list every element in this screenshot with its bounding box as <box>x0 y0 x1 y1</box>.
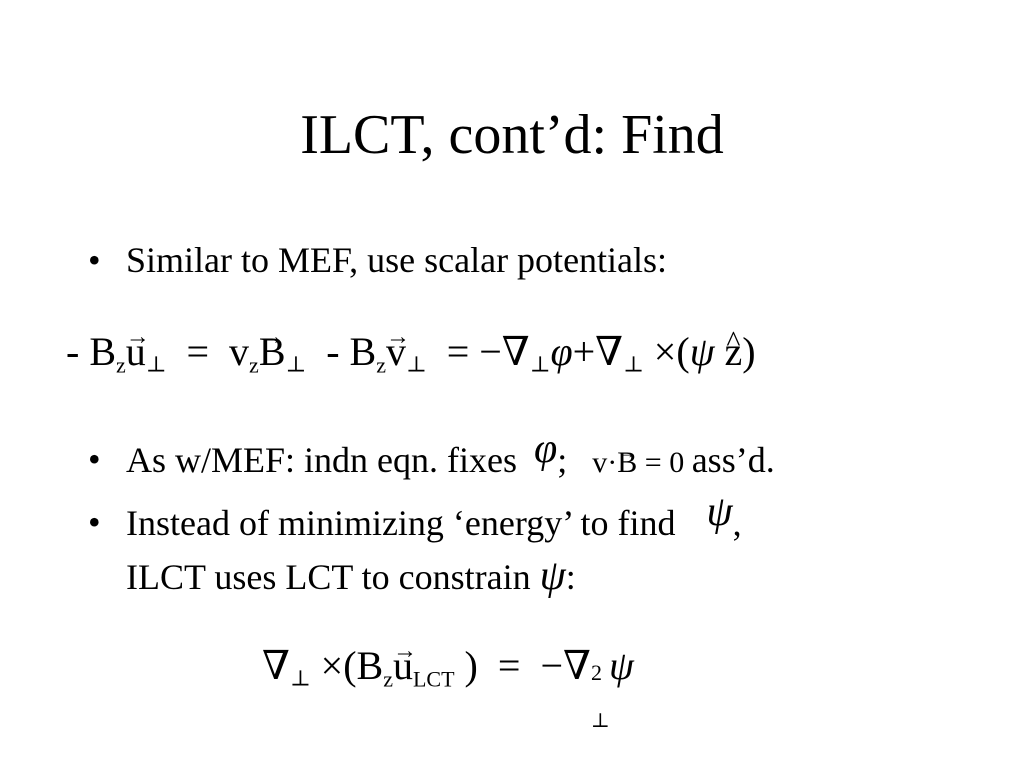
subscript-z: z <box>249 352 259 378</box>
left-paren: ( <box>343 643 357 688</box>
dot-operator: · <box>607 446 618 479</box>
perp-subscript: ⊥ <box>590 710 610 732</box>
symbol-psi: ψ <box>608 643 634 688</box>
subscript-z: z <box>376 352 386 378</box>
symbol-v: v <box>229 329 250 374</box>
semicolon: ; <box>557 440 568 480</box>
perp-subscript: ⊥ <box>289 665 311 691</box>
perp-subscript: ⊥ <box>285 351 307 377</box>
right-paren: ) <box>742 329 756 374</box>
perp-subscript: ⊥ <box>145 351 167 377</box>
bullet-text: Similar to MEF, use scalar potentials: <box>126 240 668 280</box>
bullet-text: As w/MEF: indn eqn. fixes <box>126 440 517 480</box>
symbol-v: v <box>592 446 608 479</box>
symbol-phi: φ <box>550 329 573 374</box>
bullet-text-line <box>126 489 742 544</box>
symbol-b: B <box>356 643 384 688</box>
comma: , <box>732 503 742 543</box>
equals-sign: = <box>446 329 470 374</box>
vector-v: → v <box>386 328 406 376</box>
bullet-text-line <box>126 555 576 598</box>
vector-b: → B <box>259 328 286 376</box>
symbol-psi: ψ <box>706 489 733 535</box>
cross-product-sign: × <box>653 329 677 374</box>
perp-subscript: ⊥ <box>405 351 427 377</box>
slide-title: ILCT, cont’d: Find <box>300 104 724 166</box>
equation-scalar-potentials <box>66 328 756 389</box>
symbol-phi: φ <box>534 426 558 472</box>
unit-vector-z: ^ z <box>725 328 743 376</box>
bullet-text-line <box>126 426 775 484</box>
equation-lct-constraint: ∇⊥ $\times(B_z\to u_{LCT}$ ) = −∇ 2 ⊥ ψ <box>262 642 634 703</box>
subscript-z: z <box>383 666 393 692</box>
bullet-text: Instead of minimizing ‘energy’ to find <box>126 503 676 543</box>
symbol-psi: ψ <box>539 553 566 599</box>
negative-gradient: −∇ <box>479 329 530 374</box>
vector-b: → B <box>617 442 637 484</box>
plus-sign: + <box>572 329 596 374</box>
vector-u: → u <box>393 642 413 690</box>
subscript-z: z <box>116 352 126 378</box>
right-paren: ) <box>464 643 478 688</box>
symbol-b: B <box>89 329 117 374</box>
bullet-marker: • <box>88 439 101 479</box>
bullet-text: ILCT uses LCT to constrain <box>126 557 531 597</box>
gradient-operator: ∇ <box>262 643 290 688</box>
inline-equation-div-free <box>592 446 691 479</box>
colon: : <box>565 557 576 597</box>
zero: 0 <box>669 446 685 479</box>
equals-sign: = <box>644 446 662 479</box>
bullet-marker: • <box>88 502 101 542</box>
gradient-operator: ∇ <box>595 329 624 374</box>
symbol-psi: ψ <box>689 329 715 374</box>
left-paren: ( <box>676 329 690 374</box>
vector-u: → u <box>126 328 146 376</box>
minus-sign: - <box>66 329 80 374</box>
cross-product-sign: × <box>320 643 344 688</box>
perp-subscript: ⊥ <box>529 351 551 377</box>
negative-gradient: −∇ <box>540 643 591 688</box>
symbol-b: B <box>349 329 377 374</box>
perp-subscript: ⊥ <box>623 351 644 377</box>
equals-sign: = <box>497 643 521 688</box>
equals-sign: = <box>186 329 210 374</box>
bullet-text: ass’d. <box>691 440 775 480</box>
subscript-lct: LCT <box>412 666 455 692</box>
bullet-marker: • <box>88 240 101 280</box>
minus-sign: - <box>326 329 340 374</box>
